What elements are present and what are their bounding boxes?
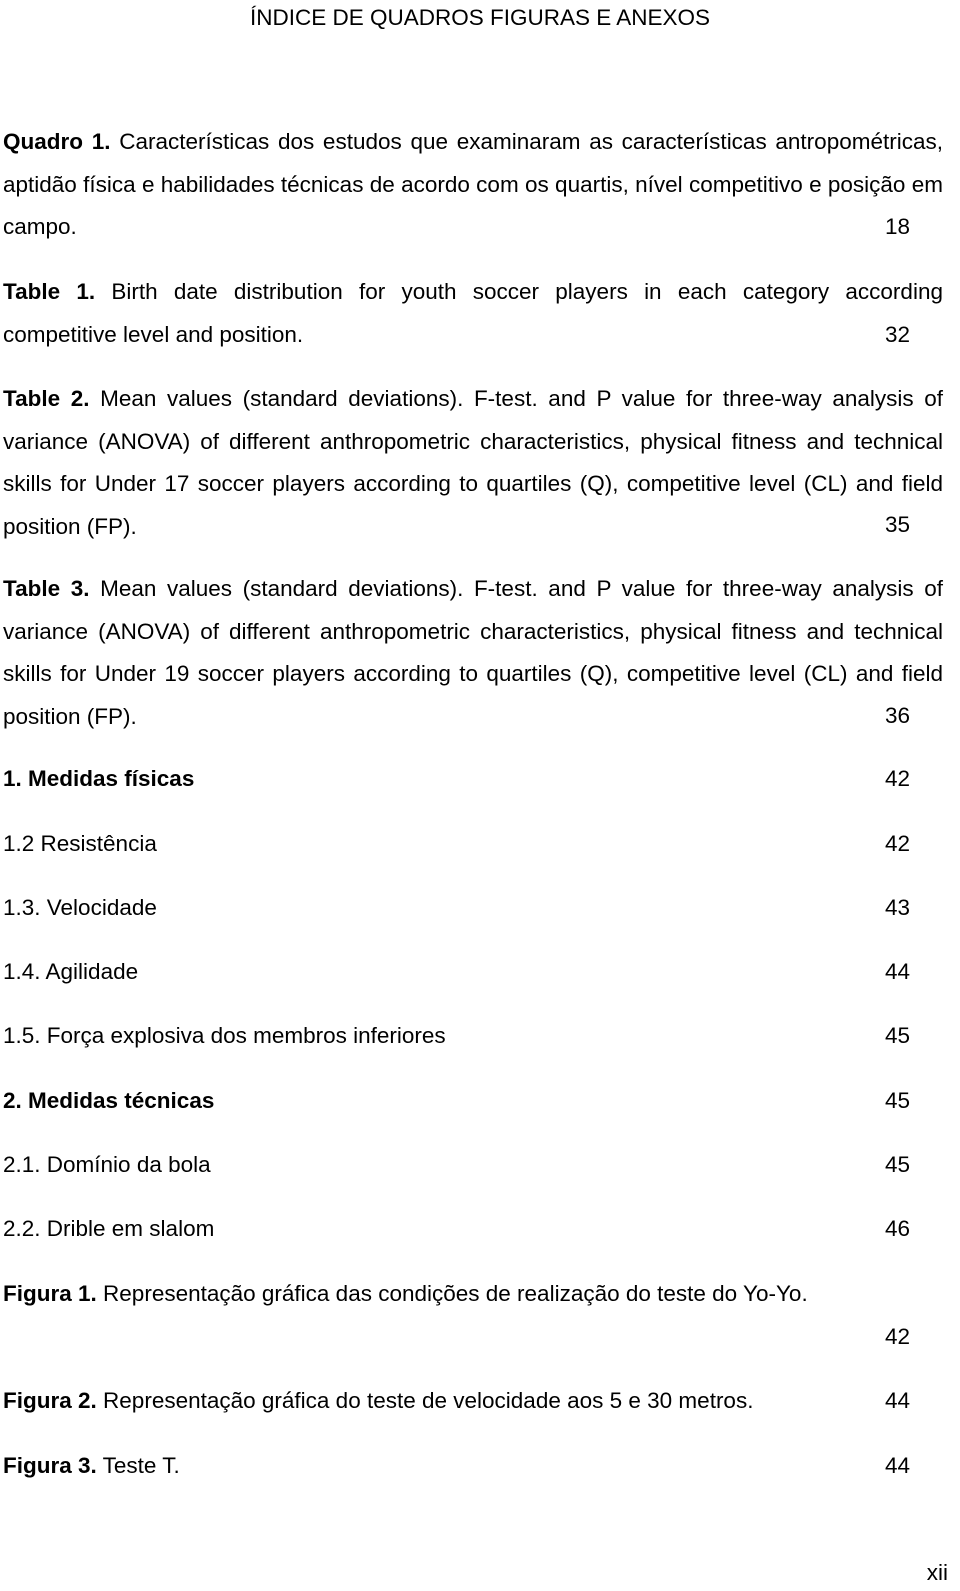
page-number: 44 [884, 1453, 910, 1478]
page-number: 44 [884, 959, 910, 984]
toc-entry-table-2 [3, 378, 943, 548]
page-number: 42 [884, 831, 910, 856]
toc-section: 1. Medidas físicas [3, 766, 195, 791]
toc-section: 1.3. Velocidade [3, 895, 157, 920]
page-number: 36 [884, 703, 910, 728]
toc-section: 1.5. Força explosiva dos membros inferiores [3, 1023, 446, 1048]
page-title: ÍNDICE DE QUADROS FIGURAS E ANEXOS [249, 5, 711, 30]
figure-label: Figura 2. [3, 1388, 97, 1413]
page-number: 46 [884, 1216, 910, 1241]
entry-label: Quadro 1. [3, 129, 111, 154]
page-number: 35 [884, 512, 910, 537]
toc-entry-quadro-1 [3, 121, 943, 249]
toc-figure-2 [3, 1380, 753, 1423]
entry-label: Table 2. [3, 386, 90, 411]
entry-label: Table 3. [3, 576, 90, 601]
page-number: 43 [884, 895, 910, 920]
page-number: 32 [884, 322, 910, 347]
toc-figure-3 [3, 1445, 180, 1488]
page-number: 45 [884, 1152, 910, 1177]
toc-entry-table-3 [3, 568, 943, 738]
toc-section: 2. Medidas técnicas [3, 1088, 215, 1113]
entry-text: Mean values (standard deviations). F-test. and P value for three-way analysis of variance (ANOVA) of different anthropometric characteristics, physical fitness and technical skills for Under 17 soccer players according to quartiles (Q), competitive level (CL) and field position (FP). [3, 386, 943, 539]
figure-label: Figura 1. [3, 1281, 97, 1306]
entry-text: Birth date distribution for youth soccer players in each category according competitive level and position. [3, 279, 943, 347]
page-number: 45 [884, 1088, 910, 1113]
page-number: 42 [884, 766, 910, 791]
page-number: 45 [884, 1023, 910, 1048]
figure-text: Representação gráfica das condições de realização do teste do Yo-Yo. [103, 1281, 808, 1306]
toc-section: 1.2 Resistência [3, 831, 157, 856]
toc-section: 1.4. Agilidade [3, 959, 139, 984]
figure-text: Teste T. [102, 1453, 180, 1478]
toc-section: 2.1. Domínio da bola [3, 1152, 211, 1177]
toc-entry-table-1 [3, 271, 943, 356]
footer-page-number: xii [926, 1560, 948, 1585]
page-number: 44 [884, 1388, 910, 1413]
page-number: 42 [884, 1324, 910, 1349]
page-number: 18 [884, 214, 910, 239]
toc-section: 2.2. Drible em slalom [3, 1216, 215, 1241]
figure-text: Representação gráfica do teste de velocidade aos 5 e 30 metros. [103, 1388, 754, 1413]
entry-text: Mean values (standard deviations). F-test. and P value for three-way analysis of variance (ANOVA) of different anthropometric characteristics, physical fitness and technical skills for Under 19 soccer players according to quartiles (Q), competitive level (CL) and field position (FP). [3, 576, 943, 729]
toc-figure-1 [3, 1273, 808, 1316]
entry-label: Table 1. [3, 279, 96, 304]
entry-text: Características dos estudos que examinaram as características antropométricas, aptidão física e habilidades técnicas de acordo com os quartis, nível competitivo e posição em campo. [3, 129, 943, 239]
figure-label: Figura 3. [3, 1453, 97, 1478]
